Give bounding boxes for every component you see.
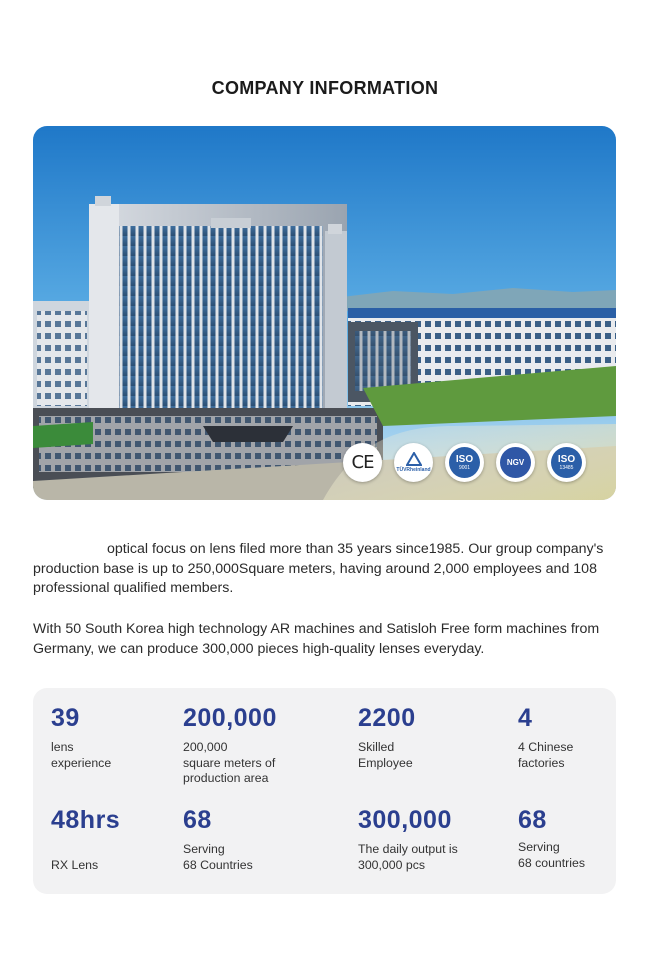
stat-value: 68 (183, 806, 212, 834)
stat-value: 39 (51, 704, 80, 732)
stat-area (183, 704, 277, 787)
stat-rx-lens (51, 806, 120, 874)
ce-badge-icon: CE (343, 443, 382, 482)
tuv-badge-icon: TÜVRheinland (394, 443, 433, 482)
stats-panel (33, 688, 616, 894)
stat-factories (518, 704, 573, 771)
iso-9001-badge-icon: ISO 9001 (445, 443, 484, 482)
stat-label: RX Lens (51, 858, 99, 872)
stat-label: lens experience (51, 740, 112, 770)
stat-years (51, 704, 111, 771)
stat-serving-countries (518, 806, 585, 871)
stat-countries (183, 806, 253, 873)
stat-employees (358, 704, 416, 771)
stat-value: 300,000 (358, 806, 452, 834)
stat-value: 2200 (358, 704, 416, 732)
stat-label: Serving 68 Countries (183, 842, 253, 872)
stat-label: The daily output is 300,000 pcs (358, 842, 458, 872)
stat-daily-output (358, 806, 458, 873)
intro-paragraph-2: With 50 South Korea high technology AR machines and Satisloh Free form machines from Germany, we can produce 300,000 pieces high-quality lenses everyday. (33, 621, 600, 657)
ngv-badge-icon: NGV (496, 443, 535, 482)
stat-label: Skilled Employee (358, 740, 413, 770)
stat-label: 4 Chinese factories (518, 740, 574, 770)
stat-value: 68 (518, 806, 547, 834)
page-title: COMPANY INFORMATION (211, 78, 439, 98)
certification-badges (343, 443, 586, 483)
stat-value: 48hrs (51, 806, 121, 834)
intro-paragraph-1: optical focus on lens filed more than 35 years since1985. Our group company's production base is up to 250,000Square meters, having around 2,000 employees and 108 professional qualified members. (33, 541, 604, 596)
iso-13485-badge-icon: ISO 13485 (547, 443, 586, 482)
stat-label: Serving 68 countries (518, 840, 585, 870)
stat-value: 4 (518, 704, 533, 732)
stat-value: 200,000 (183, 704, 277, 732)
stat-label: 200,000 square meters of production area (183, 740, 276, 785)
